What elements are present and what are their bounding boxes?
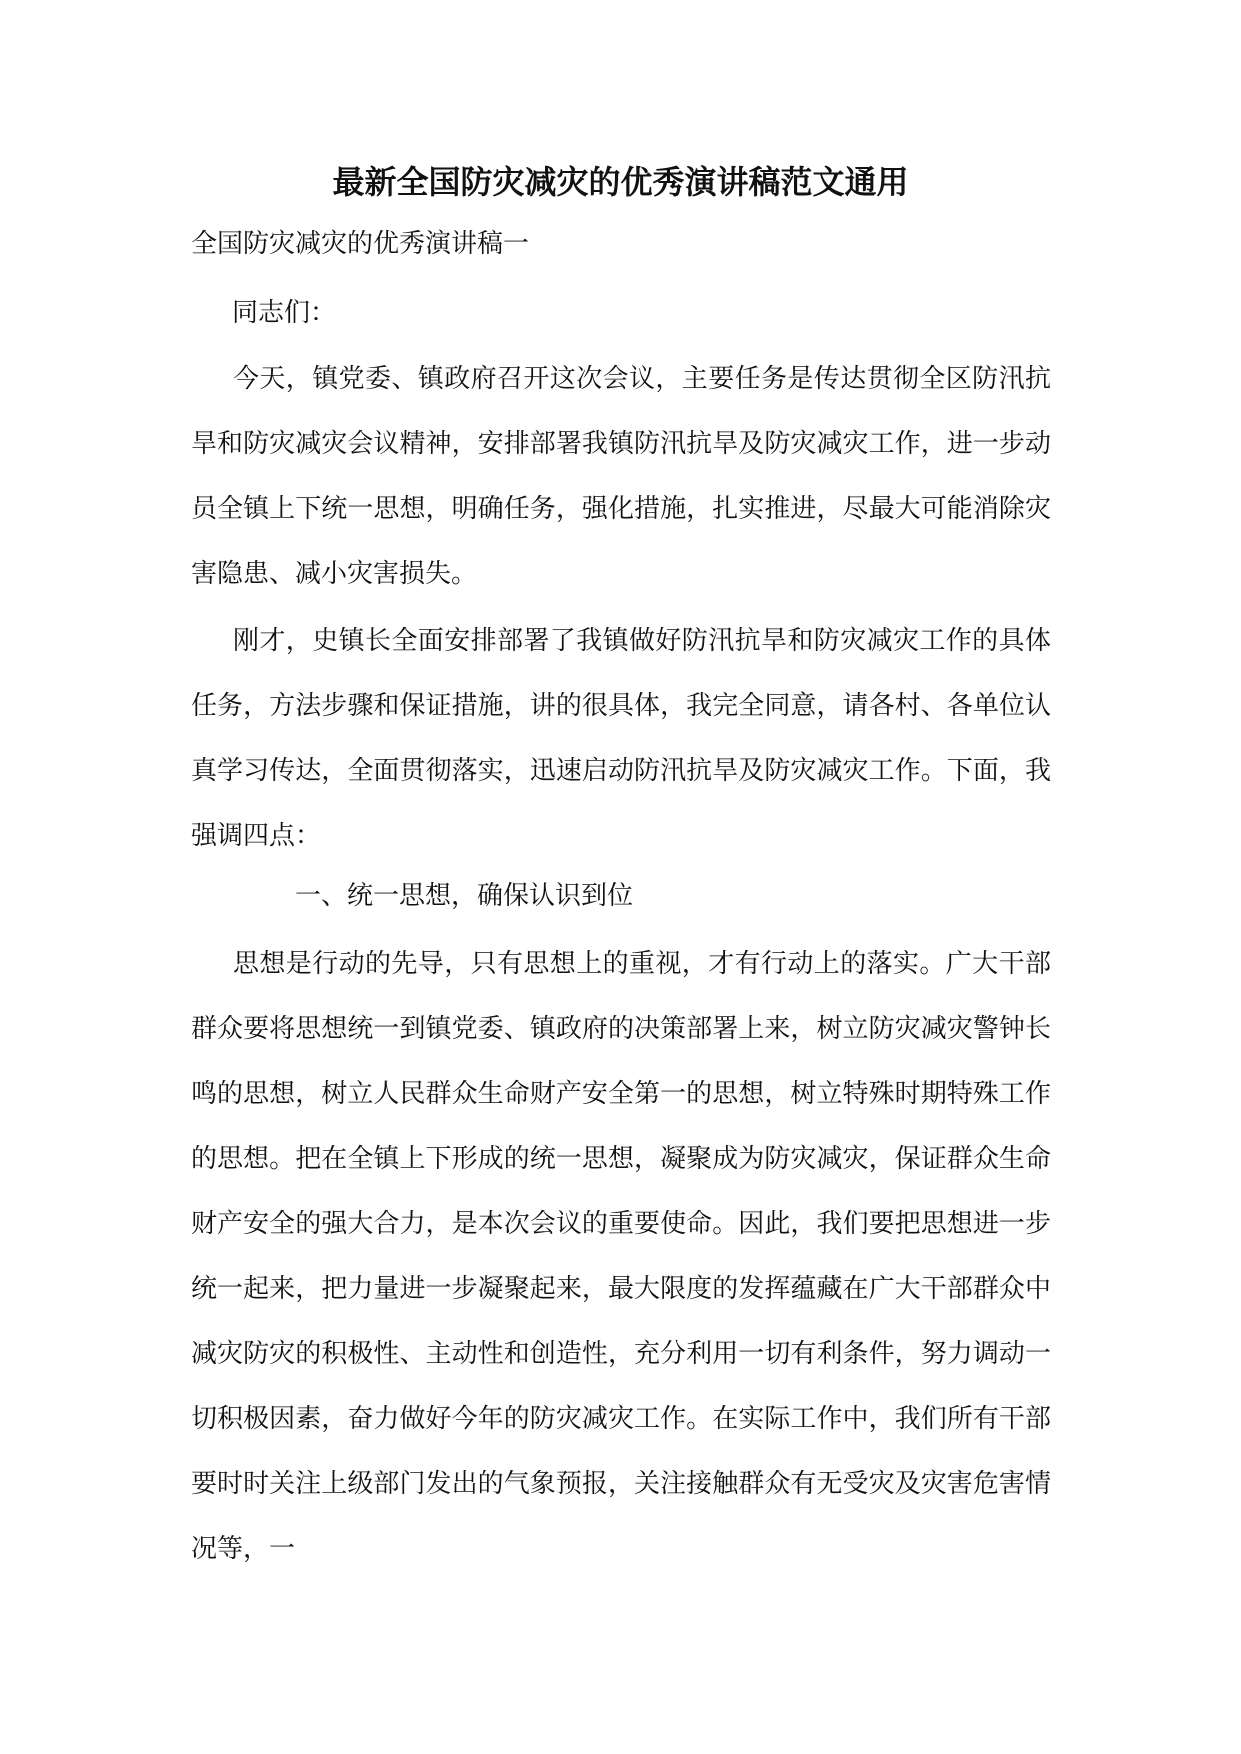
section-heading: 一、统一思想，确保认识到位 <box>295 881 634 911</box>
document-title: 最新全国防灾减灾的优秀演讲稿范文通用 <box>332 163 909 201</box>
document-subtitle: 全国防灾减灾的优秀演讲稿一 <box>191 229 530 259</box>
salutation: 同志们： <box>232 298 337 328</box>
paragraph-3: 思想是行动的先导，只有思想上的重视，才有行动上的落实。广大干部群众要将思想统一到镇党委、镇政府的决策部署上来，树立防灾减灾警钟长鸣的思想，树立人民群众生命财产安全第一的思想，树立特殊时期特殊工作的思想。把在全镇上下形成的统一思想，凝聚成为防灾减灾，保证群众生命财产安全的强大合力，是本次会议的重要使命。因此，我们要把思想进一步统一起来，把力量进一步凝聚起来，最大限度的发挥蕴藏在广大干部群众中减灾防灾的积极性、主动性和创造性，充分利用一切有利条件，努力调动一切积极因素，奋力做好今年的防灾减灾工作。在实际工作中，我们所有干部要时时关注上级部门发出的气象预报，关注接触群众有无受灾及灾害危害情况等，一 <box>191 949 1051 1564</box>
paragraph-2: 刚才，史镇长全面安排部署了我镇做好防汛抗旱和防灾减灾工作的具体任务，方法步骤和保证措施，讲的很具体，我完全同意，请各村、各单位认真学习传达，全面贯彻落实，迅速启动防汛抗旱及防灾减灾工作。下面，我强调四点： <box>191 626 1051 851</box>
paragraph-1: 今天，镇党委、镇政府召开这次会议，主要任务是传达贯彻全区防汛抗旱和防灾减灾会议精神，安排部署我镇防汛抗旱及防灾减灾工作，进一步动员全镇上下统一思想，明确任务，强化措施，扎实推进，尽最大可能消除灾害隐患、减小灾害损失。 <box>191 364 1051 589</box>
